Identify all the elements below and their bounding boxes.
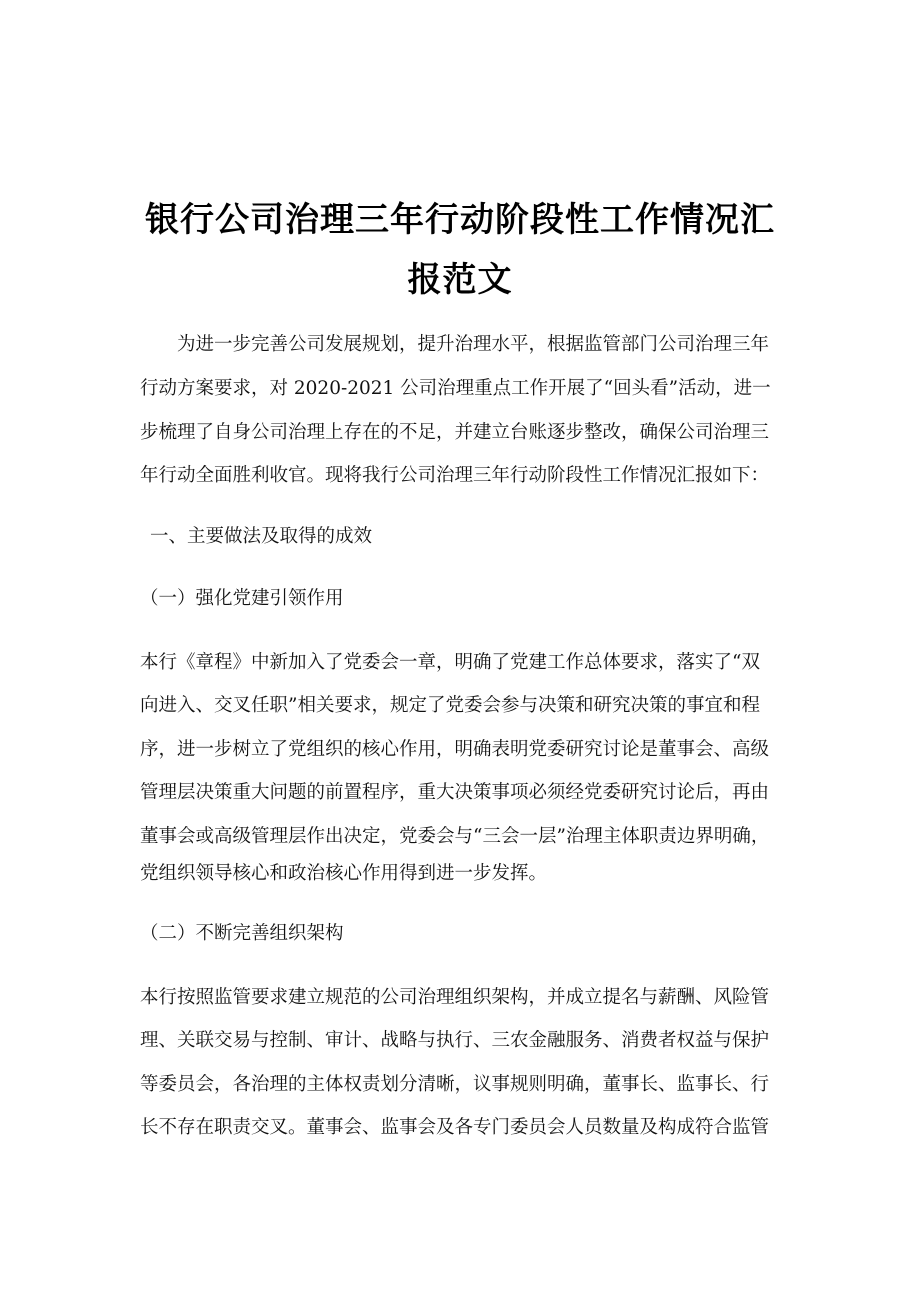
document-title-line-1: 银行公司治理三年行动阶段性工作情况汇 <box>145 200 775 240</box>
body-paragraph-line: 本行按照监管要求建立规范的公司治理组织架构，并成立提名与薪酬、风险管 <box>140 987 770 1008</box>
intro-paragraph-line: 年行动全面胜利收官。现将我行公司治理三年行动阶段性工作情况汇报如下： <box>140 465 770 486</box>
body-paragraph-line: 向进入、交叉任职”相关要求，规定了党委会参与决策和研究决策的事宜和程 <box>140 695 760 716</box>
body-paragraph-line: 理、关联交易与控制、审计、战略与执行、三农金融服务、消费者权益与保护 <box>140 1030 770 1051</box>
document-title-line-2: 报范文 <box>407 260 513 300</box>
body-paragraph-line: 党组织领导核心和政治核心作用得到进一步发挥。 <box>140 863 548 884</box>
subsection-heading: （二）不断完善组织架构 <box>140 923 344 944</box>
intro-paragraph-line: 为进一步完善公司发展规划，提升治理水平，根据监管部门公司治理三年 <box>177 334 770 355</box>
body-paragraph-line: 序，进一步树立了党组织的核心作用，明确表明党委研究讨论是董事会、高级 <box>140 739 770 760</box>
body-paragraph-line: 董事会或高级管理层作出决定，党委会与“三会一层”治理主体职责边界明确， <box>140 826 770 847</box>
body-paragraph-line: 管理层决策重大问题的前置程序，重大决策事项必须经党委研究讨论后，再由 <box>140 782 770 803</box>
body-paragraph-line: 长不存在职责交叉。董事会、监事会及各专门委员会人员数量及构成符合监管 <box>140 1117 770 1138</box>
subsection-heading: （一）强化党建引领作用 <box>140 588 344 609</box>
section-heading: 一、主要做法及取得的成效 <box>150 526 373 547</box>
intro-paragraph-line: 步梳理了自身公司治理上存在的不足，并建立台账逐步整改，确保公司治理三 <box>140 422 770 443</box>
body-paragraph-line: 等委员会，各治理的主体权责划分清晰，议事规则明确，董事长、监事长、行 <box>140 1074 770 1095</box>
body-paragraph-line: 本行《章程》中新加入了党委会一章，明确了党建工作总体要求，落实了“双 <box>140 652 760 673</box>
intro-paragraph-line: 行动方案要求，对 2020-2021 公司治理重点工作开展了“回头看”活动，进一 <box>140 378 771 399</box>
